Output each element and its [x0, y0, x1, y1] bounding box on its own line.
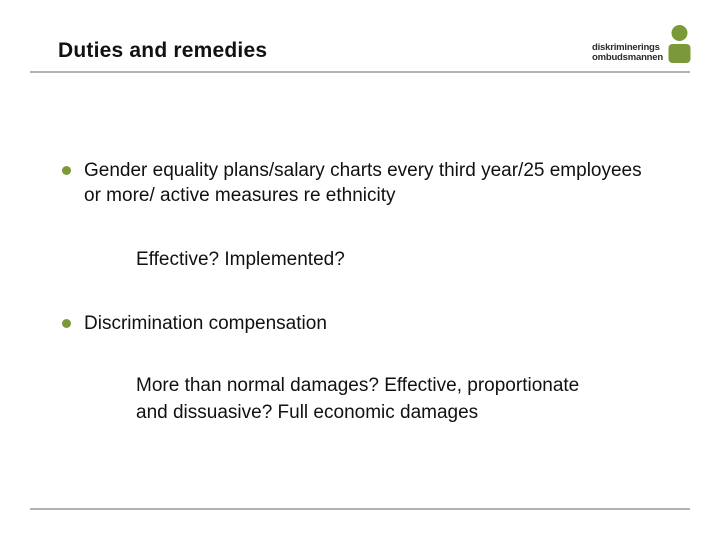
bullet-dot-icon: [62, 319, 71, 328]
footer-divider: [30, 508, 690, 510]
page-title: Duties and remedies: [58, 39, 268, 62]
title-divider: [30, 71, 690, 73]
person-body-icon: [669, 44, 691, 63]
bullet-text: Discrimination compensation: [84, 313, 327, 334]
logo-line-2: ombudsmannen: [592, 52, 663, 63]
bullet-dot-icon: [62, 166, 71, 175]
bullet-text: Gender equality plans/salary charts every third year/25 employees or more/ active measures re ethnicity: [84, 160, 642, 206]
logo-line-1: diskriminerings: [592, 42, 660, 53]
logo-wordmark: [592, 43, 663, 63]
logo: [592, 25, 692, 67]
person-head-icon: [672, 25, 688, 41]
sub-point: Effective? Implemented?: [136, 249, 345, 270]
sub-point: More than normal damages? Effective, proportionate and dissuasive? Full economic damages: [136, 375, 580, 423]
person-icon: [668, 25, 691, 63]
